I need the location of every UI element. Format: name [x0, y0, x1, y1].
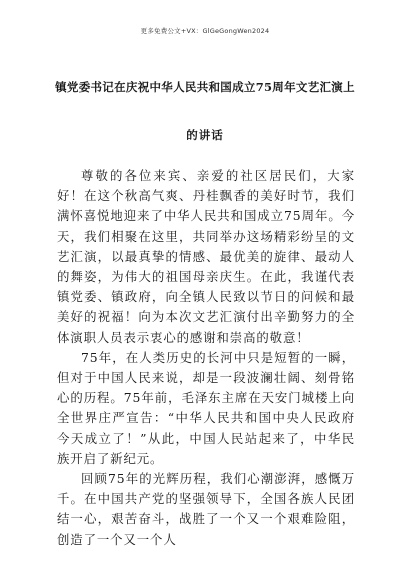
paragraph: 回顾75年的光辉历程，我们心潮澎湃，感慨万千。在中国共产党的坚强领导下，全国各族人民团结一心，艰苦奋斗，战胜了一个又一个艰难险阻，创造了一个又一个人: [57, 471, 355, 547]
document-body: [57, 166, 355, 550]
paragraph: 75年，在人类历史的长河中只是短暂的一瞬，但对于中国人民来说，却是一段波澜壮阔、刻骨铭心的历程。75年前，毛泽东主席在天安门城楼上向全世界庄严宣告：“中华人民共和国中央人民政府今天成立了！”从此，中国人民站起来了，中华民族开启了新纪元。: [57, 349, 355, 466]
page-title: 镇党委书记在庆祝中华人民共和国成立75周年文艺汇演上: [55, 80, 355, 94]
page-title-continued: 的讲话: [186, 128, 224, 142]
paragraph: 尊敬的各位来宾、亲爱的社区居民们，大家好！在这个秋高气爽、丹桂飘香的美好时节，我们满怀喜悦地迎来了中华人民共和国成立75周年。今天，我们相聚在这里，共同举办这场精彩纷呈的文艺汇演，以最真挚的情感、最优美的旋律、最动人的舞姿，为伟大的祖国母亲庆生。在此，我谨代表镇党委、镇政府，向全镇人民致以节日的问候和最美好的祝福！向为本次文艺汇演付出辛勤努力的全体演职人员表示衷心的感谢和崇高的敬意！: [57, 168, 355, 345]
header-note: 更多免费公文+VX：GlGeGongWen2024: [140, 27, 270, 35]
